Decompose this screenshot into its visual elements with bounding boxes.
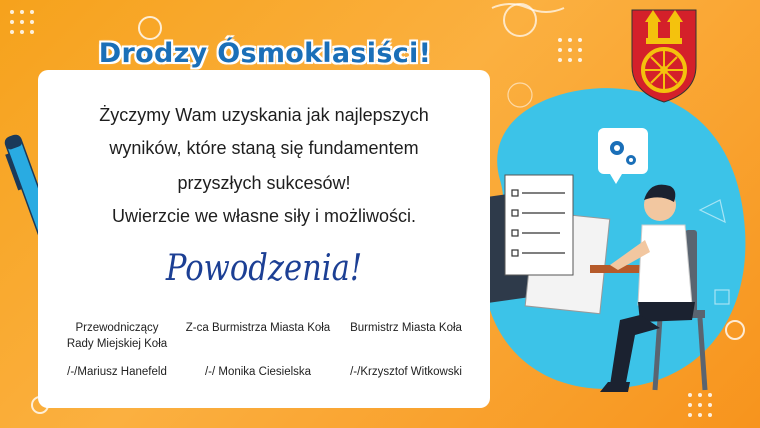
signature-role-1: Przewodniczący Rady Miejskiej Koła — [66, 322, 168, 350]
signature-role-3: Burmistrz Miasta Koła — [350, 322, 462, 334]
signature-name-2: /-/ Monika Ciesielska — [204, 366, 312, 378]
signature-role-2: Z-ca Burmistrza Miasta Koła — [185, 322, 331, 334]
message-line-2: wyników, które staną się fundamentem — [109, 138, 419, 158]
closing-wish: Powodzenia! — [165, 248, 363, 289]
signature-name-1: /-/Mariusz Hanefeld — [67, 366, 167, 378]
message-line-4: Uwierzcie we własne siły i możliwości. — [111, 206, 417, 226]
student-illustration — [460, 70, 750, 400]
signature-name-3: /-/Krzysztof Witkowski — [350, 366, 462, 378]
message-line-3: przyszłych sukcesów! — [177, 173, 351, 193]
message-line-1: Życzymy Wam uzyskania jak najlepszych — [99, 105, 429, 125]
coat-of-arms-icon — [628, 6, 700, 104]
page-title: Drodzy Ósmoklasiści! — [98, 38, 432, 69]
